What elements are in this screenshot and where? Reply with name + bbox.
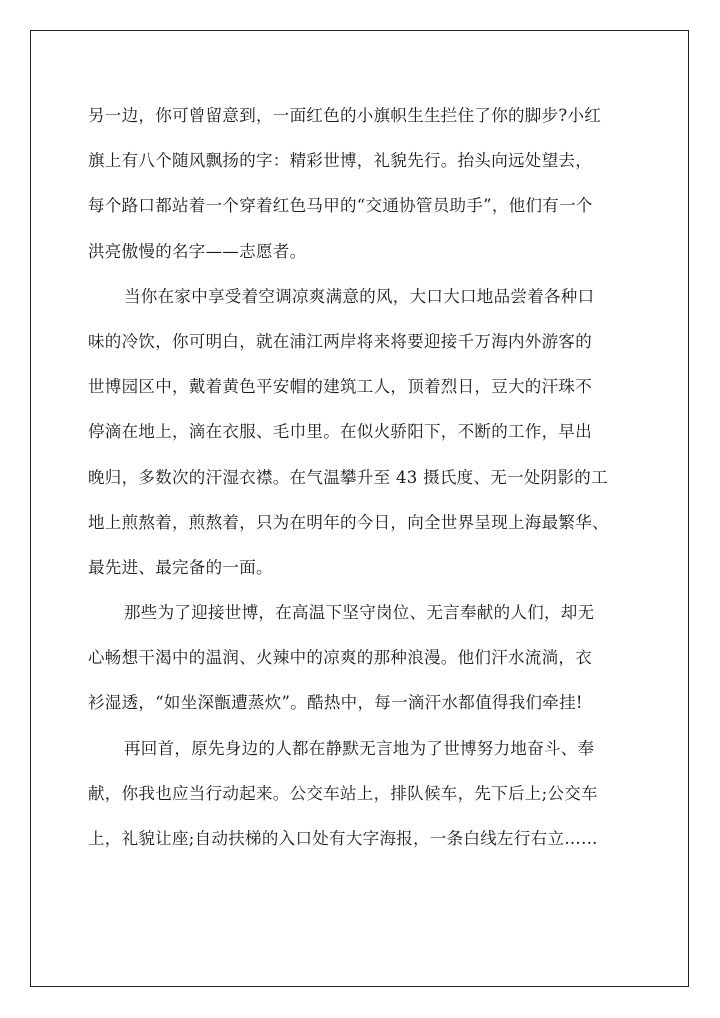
text-line: 衫湿透，“如坐深甑遭蒸炊”。酷热中，每一滴汗水都值得我们牵挂! [88, 693, 583, 713]
text-line: 上，礼貌让座;自动扶梯的入口处有大字海报，一条白线左行右立…… [88, 829, 598, 848]
text-line: 晚归，多数次的汗湿衣襟。在气温攀升至 43 摄氏度、无一处阴影的工 [88, 467, 608, 487]
text-line: 另一边，你可曾留意到，一面红色的小旗帜生生拦住了你的脚步?小红 [88, 106, 602, 125]
document-body [88, 93, 634, 861]
text-line: 洪亮傲慢的名字——志愿者。 [88, 241, 307, 261]
text-line: 献，你我也应当行动起来。公交车站上，排队候车，先下后上;公交车 [88, 783, 598, 803]
paragraph-first-line: 那些为了迎接世博，在高温下坚守岗位、无言奉献的人们，却无 [124, 603, 595, 623]
text-line: 地上煎熬着，煎熬着，只为在明年的今日，向全世界呈现上海最繁华、 [88, 512, 609, 532]
paragraph-first-line: 再回首，原先身边的人都在静默无言地为了世博努力地奋斗、奉 [124, 738, 595, 758]
text-line: 最先进、最完备的一面。 [88, 557, 273, 577]
text-line: 旗上有八个随风飘扬的字：精彩世博，礼貌先行。抬头向远处望去， [88, 151, 592, 171]
text-line: 世博园区中，戴着黄色平安帽的建筑工人，顶着烈日，豆大的汗珠不 [88, 377, 592, 397]
text-line: 味的冷饮，你可明白，就在浦江两岸将来将要迎接千万海内外游客的 [88, 331, 592, 351]
text-line: 每个路口都站着一个穿着红色马甲的“交通协管员助手”，他们有一个 [88, 196, 593, 216]
paragraph-first-line: 当你在家中享受着空调凉爽满意的风，大口大口地品尝着各种口 [124, 286, 595, 306]
text-line: 心畅想干渴中的温润、火辣中的凉爽的那种浪漫。他们汗水流淌，衣 [88, 648, 592, 668]
text-line: 停滴在地上，滴在衣服、毛巾里。在似火骄阳下，不断的工作，早出 [88, 422, 592, 442]
